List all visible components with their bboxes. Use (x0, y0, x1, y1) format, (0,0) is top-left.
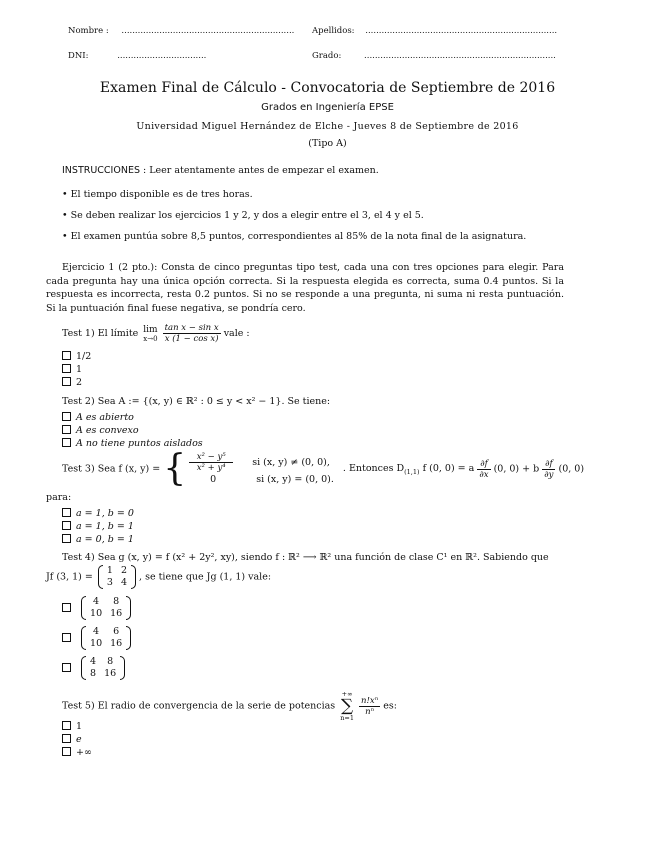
test3-statement (62, 448, 585, 498)
bullet-text: El examen puntúa sobre 8,5 puntos, correspondientes al 85% de la nota final de la asignatura. (70, 231, 527, 242)
instruction-bullet: • El tiempo disponible es de tres horas. (62, 189, 253, 200)
apellidos-field (312, 26, 557, 36)
matrix-cell: 4 (93, 596, 100, 607)
checkbox-icon[interactable] (62, 603, 71, 612)
matrix-cell: 16 (104, 668, 117, 679)
fraction-numerator: x² − y⁵ (189, 452, 233, 463)
matrix-cell: 3 (106, 577, 113, 588)
test5-label: Test 5) El radio de convergencia de la serie de potencias (62, 700, 336, 712)
test1-label: Test 1) El límite (62, 328, 139, 339)
nombre-dots: ................................................................ (121, 26, 295, 36)
case-value: 0 (210, 474, 217, 485)
fraction-numerator: ∂f (477, 459, 490, 470)
option-label: 1 (76, 721, 83, 732)
checkbox-icon[interactable] (62, 351, 71, 360)
instructions-text: : Leer atentamente antes de empezar el examen. (139, 165, 379, 176)
test1-lim (143, 325, 157, 343)
option-label: a = 1, b = 1 (76, 521, 134, 532)
matrix-cell: 6 (113, 626, 120, 637)
fraction-numerator: n!xⁿ (361, 695, 379, 706)
fraction-numerator: tan x − sin x (164, 323, 219, 333)
checkbox-icon[interactable] (62, 521, 71, 530)
bullet-text: Se deben realizar los ejercicios 1 y 2, y dos a elegir entre el 3, el 4 y el 5. (70, 210, 424, 221)
test5-statement (62, 690, 397, 726)
option-matrix (81, 626, 131, 650)
checkbox-icon[interactable] (62, 633, 71, 642)
sum-symbol (340, 690, 354, 722)
entonces-rest: f (0, 0) = a (422, 462, 475, 474)
bullet-text: El tiempo disponible es de tres horas. (70, 189, 253, 200)
lim-text: lim (143, 324, 158, 335)
checkbox-icon[interactable] (62, 721, 71, 730)
test5-option[interactable] (62, 721, 82, 732)
test5-option[interactable] (62, 734, 82, 745)
apellidos-dots: ....................................................................... (365, 26, 558, 36)
grado-label: Grado: (312, 51, 342, 61)
exam-subtitle: Grados en Ingeniería EPSE (261, 102, 394, 113)
test1-option[interactable] (62, 377, 82, 388)
checkbox-icon[interactable] (62, 425, 71, 434)
matrix-cell: 4 (120, 577, 127, 588)
checkbox-icon[interactable] (62, 364, 71, 373)
test3-option[interactable] (62, 534, 134, 545)
option-label: +∞ (76, 747, 92, 758)
test5-fraction (359, 696, 380, 717)
matrix-cell: 10 (90, 638, 103, 649)
option-label: A es abierto (76, 412, 134, 423)
fraction-denominator: x (1 − cos x) (164, 334, 219, 344)
partial-x-fraction (477, 459, 490, 480)
instruction-bullet: • Se deben realizar los ejercicios 1 y 2, y dos a elegir entre el 3, el 4 y el 5. (62, 210, 424, 221)
sum-top: +∞ (341, 690, 353, 698)
test3-entonces (343, 463, 474, 474)
test1-option[interactable] (62, 364, 82, 375)
option-matrix (81, 656, 125, 680)
test4-jf-line (46, 565, 271, 589)
partial-y-fraction (542, 459, 555, 480)
fraction-denominator: x² + y⁴ (196, 463, 226, 473)
test3-label: Test 3) Sea f (x, y) = (62, 463, 161, 475)
option-matrix (81, 596, 131, 620)
option-label: A no tiene puntos aislados (76, 438, 203, 449)
checkbox-icon[interactable] (62, 747, 71, 756)
sum-icon: ∑ (341, 696, 354, 716)
test4-option[interactable] (62, 596, 131, 620)
option-label: a = 0, b = 1 (76, 534, 134, 545)
test4-option[interactable] (62, 656, 125, 680)
checkbox-icon[interactable] (62, 734, 71, 743)
test3-cases (189, 452, 334, 486)
university-line: Universidad Miguel Hernández de Elche - Jueves 8 de Septiembre de 2016 (136, 121, 519, 132)
checkbox-icon[interactable] (62, 508, 71, 517)
fraction-numerator: ∂f (542, 459, 555, 470)
option-label: A es convexo (76, 425, 139, 436)
jf-matrix (98, 565, 136, 589)
matrix-cell: 2 (120, 565, 127, 576)
entonces-text: . Entonces D (342, 462, 405, 474)
checkbox-icon[interactable] (62, 412, 71, 421)
exam-title: Examen Final de Cálculo - Convocatoria de Septiembre de 2016 (99, 80, 556, 96)
test5-tail: es: (383, 700, 397, 712)
test1-tail: vale : (223, 328, 250, 339)
option-label: 2 (76, 377, 83, 388)
case-row (189, 452, 334, 474)
jf-label: Jf (3, 1) = (46, 571, 93, 583)
dni-dots: ................................. (117, 51, 207, 61)
test3-option[interactable] (62, 508, 134, 519)
test4-option[interactable] (62, 626, 131, 650)
dni-field (68, 51, 206, 61)
option-label: a = 1, b = 0 (76, 508, 134, 519)
entonces-sub: (1,1) (404, 467, 420, 476)
dni-label: DNI: (68, 51, 89, 61)
case-condition: si (x, y) ≠ (0, 0), (252, 457, 330, 468)
test1-fraction (163, 323, 221, 344)
grado-field (312, 51, 556, 61)
matrix-cell: 4 (90, 656, 97, 667)
case-condition: si (x, y) = (0, 0). (256, 474, 334, 485)
matrix-cell: 8 (90, 668, 97, 679)
test1-option[interactable] (62, 351, 91, 362)
instructions-line (62, 165, 379, 176)
jf-tail: , se tiene que Jg (1, 1) vale: (139, 571, 272, 583)
checkbox-icon[interactable] (62, 438, 71, 447)
test5-option[interactable] (62, 747, 92, 758)
fraction-denominator: ∂y (544, 469, 554, 480)
matrix-cell: 8 (113, 596, 120, 607)
test3-mid: (0, 0) + b (493, 463, 540, 475)
matrix-cell: 16 (110, 608, 123, 619)
instruction-bullet: • El examen puntúa sobre 8,5 puntos, correspondientes al 85% de la nota final de la asignatura. (62, 231, 527, 242)
fraction-denominator: nⁿ (365, 706, 375, 717)
test1-statement (62, 323, 250, 344)
apellidos-label: Apellidos: (312, 26, 355, 36)
test2-option[interactable] (62, 425, 139, 436)
nombre-label: Nombre : (68, 26, 109, 36)
nombre-field (68, 26, 294, 36)
test3-end: (0, 0) (558, 463, 585, 475)
case-fraction (189, 452, 233, 473)
fraction-denominator: ∂x (479, 469, 489, 480)
brace-icon: { (163, 448, 187, 489)
matrix-cell: 4 (93, 626, 100, 637)
checkbox-icon[interactable] (62, 377, 71, 386)
matrix-cell: 10 (90, 608, 103, 619)
matrix-cell: 8 (107, 656, 114, 667)
grado-dots: ....................................................................... (364, 51, 556, 61)
option-label: 1 (76, 364, 83, 375)
option-label: 1/2 (76, 351, 92, 362)
tipo-label: (Tipo A) (308, 138, 347, 149)
sum-bottom: n=1 (340, 714, 354, 722)
matrix-cell: 1 (106, 565, 113, 576)
matrix-cell: 16 (110, 638, 123, 649)
checkbox-icon[interactable] (62, 534, 71, 543)
instructions-label: INSTRUCCIONES (62, 165, 140, 176)
test3-option[interactable] (62, 521, 134, 532)
lim-sub: x→0 (143, 334, 158, 343)
ejercicio1-text: Ejercicio 1 (2 pto.): Consta de cinco preguntas tipo test, cada una con tres opciones para elegir. Para cada pregunta hay una única opción correcta. Si la respuesta elegida es correcta, suma 0.4 puntos. Si la respuesta es incorrecta, resta 0.2 puntos. Si no se responde a una pregunta, ni suma ni resta puntuación. Si la puntuación final fuese negativa, se pondría cero. (46, 262, 564, 314)
test3-para: para: (46, 492, 72, 503)
test2-statement: Test 2) Sea A := {(x, y) ∈ ℝ² : 0 ≤ y < x² − 1}. Se tiene: (62, 396, 331, 407)
case-row (189, 474, 334, 486)
option-label: e (76, 734, 82, 745)
test4-statement: Test 4) Sea g (x, y) = f (x² + 2y², xy), siendo f : ℝ² ⟶ ℝ² una función de clase C¹ en ℝ². Sabiendo que (62, 552, 549, 563)
checkbox-icon[interactable] (62, 663, 71, 672)
test2-option[interactable] (62, 412, 134, 423)
